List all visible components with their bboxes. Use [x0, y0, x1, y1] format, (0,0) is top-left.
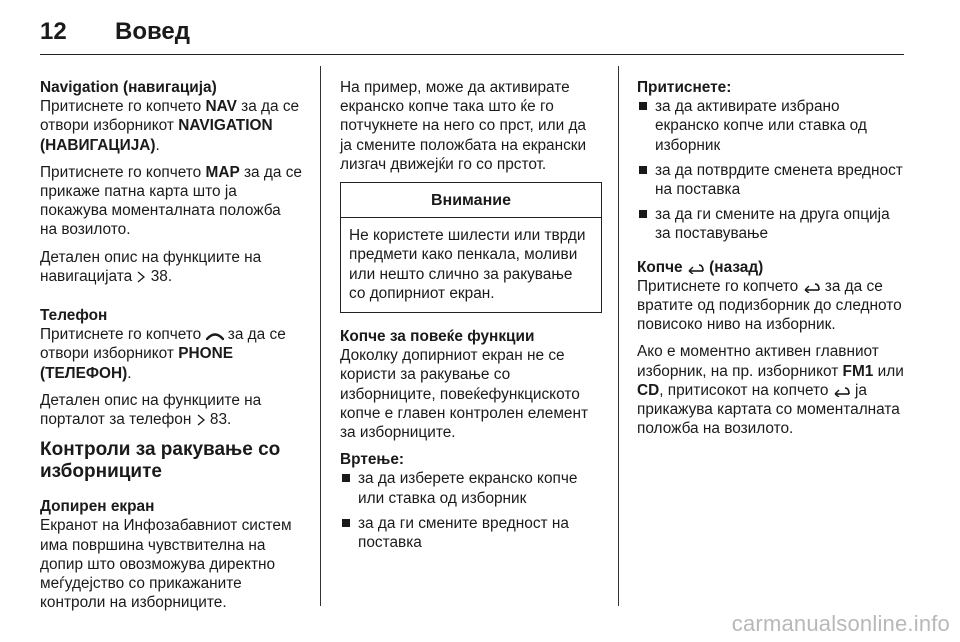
bullet-icon — [342, 474, 350, 482]
multifunction-paragraph: Доколку допирниот екран не се користи за ракување со изборниците, повеќефункциското копче е главен контролен елемент за изборниците. — [340, 347, 589, 442]
watermark: carmanualsonline.info — [731, 611, 950, 636]
back-paragraph-1: Притиснете го копчето за да се вратите од подизборник до следното повисоко ниво на изборник. — [637, 277, 902, 334]
page-number: 12 — [40, 18, 67, 45]
column-3 — [637, 78, 905, 446]
column-2 — [340, 78, 602, 560]
intro-paragraph: На пример, може да активирате екранско копче така што ќе го потчукнете на него со прст, или да ја смените положбата на екрански лизгач движејќи го со прстот. — [340, 79, 587, 173]
warning-body: Не користете шилести или тврди предмети како пенкала, моливи или нешто слично за ракување со допирниот екран. — [349, 227, 586, 302]
page-reference-link[interactable]: 83. — [209, 411, 232, 429]
touch-screen-paragraph: Екранот на Инфозабавниот систем има површина чувствителна на допир што овозможува директно меѓудејство со прикажаните контроли на изборниците. — [40, 517, 292, 612]
chapter-title: Вовед — [115, 18, 191, 45]
phone-heading: Телефон — [40, 307, 108, 325]
list-item: за да потврдите сменета вредност на поставка — [637, 161, 905, 199]
navigation-paragraph-2: Притиснете го копчето MAP за да се прикаже патна карта што ја покажува моменталната положба на возилото. — [40, 163, 302, 239]
turn-list — [340, 469, 602, 552]
page-reference-icon — [196, 414, 206, 426]
multifunction-heading: Копче за повеќе функции — [340, 328, 535, 346]
list-item: за да ги смените на друга опција за поставување — [637, 205, 905, 243]
navigation-paragraph-3: Детален опис на функциите на навигацијата 38. — [40, 248, 262, 285]
back-icon — [687, 262, 705, 274]
bullet-icon — [639, 166, 647, 174]
phone-paragraph-1: Притиснете го копчето за да се отвори изборникот PHONE (ТЕЛЕФОН). — [40, 326, 286, 382]
back-button-heading: Копче (назад) — [637, 258, 764, 276]
column-1 — [40, 78, 302, 620]
turn-heading: Вртење: — [340, 451, 405, 469]
column-divider — [320, 66, 321, 606]
page-reference-icon — [136, 271, 146, 283]
column-divider — [618, 66, 619, 606]
bullet-icon — [639, 210, 647, 218]
list-item: за да ги смените вредност на поставка — [340, 514, 602, 552]
list-item: за да изберете екранско копче или ставка од изборник — [340, 469, 602, 507]
warning-box — [340, 182, 602, 313]
page-reference-link[interactable]: 38. — [150, 267, 173, 285]
page-header — [40, 14, 904, 55]
section-heading: Контроли за ракување со изборниците — [40, 439, 281, 483]
bullet-icon — [639, 102, 647, 110]
press-list — [637, 97, 905, 243]
back-icon — [833, 385, 851, 397]
warning-title: Внимание — [341, 183, 601, 218]
phone-icon — [206, 331, 224, 341]
bullet-icon — [342, 519, 350, 527]
back-icon — [803, 281, 821, 293]
navigation-paragraph-1: Притиснете го копчето NAV за да се отвори изборникот NAVIGATION (НАВИГАЦИЈА). — [40, 98, 300, 154]
list-item: за да активирате избрано екранско копче или ставка од изборник — [637, 97, 905, 155]
phone-paragraph-2: Детален опис на функциите на порталот за телефон 83. — [40, 391, 262, 429]
navigation-heading: Navigation (навигација) — [40, 79, 217, 96]
touch-screen-heading: Допирен екран — [40, 498, 155, 516]
back-paragraph-2: Ако е моментно активен главниот изборник, на пр. изборникот FM1 или CD, притисокот на копчето ја прикажува картата со моменталната положба на возилото. — [637, 343, 904, 438]
press-heading: Притиснете: — [637, 79, 732, 96]
